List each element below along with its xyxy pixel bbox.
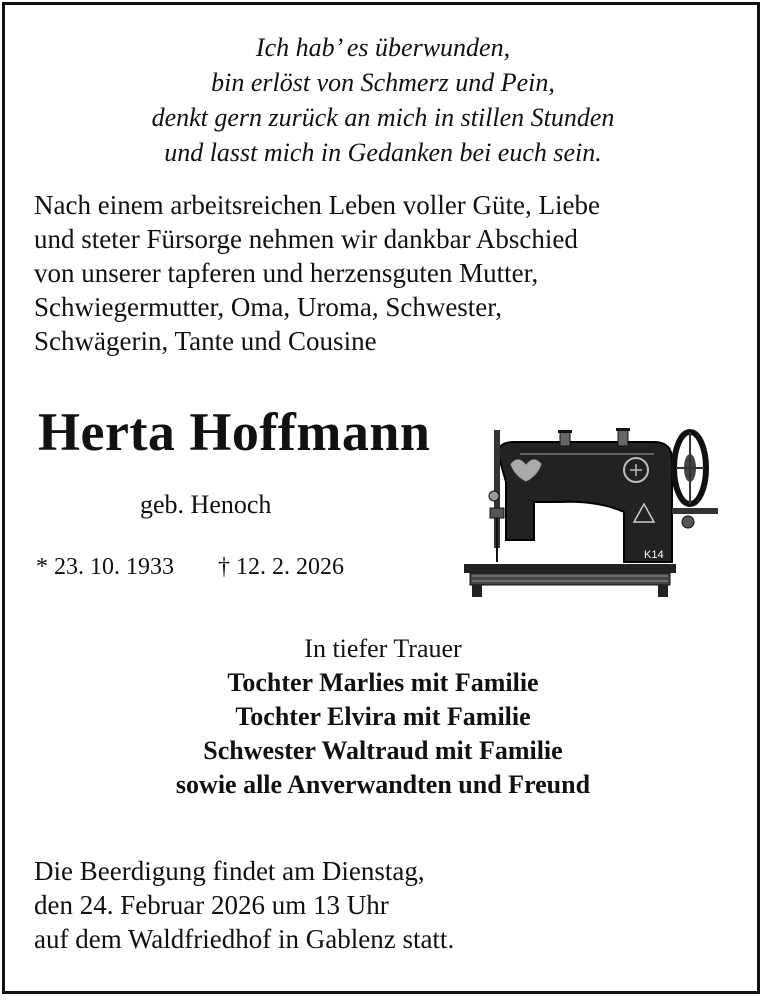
funeral-info (34, 854, 734, 956)
life-dates (36, 550, 344, 584)
funeral-line: den 24. Februar 2026 um 13 Uhr (34, 890, 389, 920)
intro-line: Schwiegermutter, Oma, Uroma, Schwester, (34, 292, 502, 322)
mourner-entry: Tochter Marlies mit Familie (227, 668, 539, 697)
deceased-name: Herta Hoffmann (38, 402, 431, 462)
mourner-entry: sowie alle Anverwandten und Freund (175, 770, 591, 799)
birth-name: geb. Henoch (140, 490, 272, 519)
intro-line: von unserer tapferen und herzensguten Mutter, (34, 258, 539, 288)
birth-date: * 23. 10. 1933 (36, 554, 174, 580)
poem-line: denkt gern zurück an mich in stillen Stunden (151, 103, 615, 132)
machine-label: K14 (644, 549, 664, 561)
poem-line: Ich hab’ es überwunden, (255, 33, 511, 62)
mourner-entry: Tochter Elvira mit Familie (235, 702, 531, 731)
funeral-line: auf dem Waldfriedhof in Gablenz statt. (34, 924, 455, 954)
poem-line: bin erlöst von Schmerz und Pein, (211, 68, 555, 97)
sewing-machine-icon (458, 412, 722, 604)
mourners-section (0, 632, 766, 802)
poem-line: und lasst mich in Gedanken bei euch sein. (164, 138, 602, 167)
intro-line: Nach einem arbeitsreichen Leben voller Güte, Liebe (34, 190, 600, 220)
intro-line: Schwägerin, Tante und Cousine (34, 326, 377, 356)
mourning-heading: In tiefer Trauer (304, 634, 462, 663)
death-date: † 12. 2. 2026 (218, 554, 344, 580)
poem (0, 30, 766, 170)
mourner-entry: Schwester Waltraud mit Familie (203, 736, 563, 765)
funeral-line: Die Beerdigung findet am Dienstag, (34, 856, 425, 886)
intro-line: und steter Fürsorge nehmen wir dankbar Abschied (34, 224, 578, 254)
intro-text (34, 188, 734, 358)
